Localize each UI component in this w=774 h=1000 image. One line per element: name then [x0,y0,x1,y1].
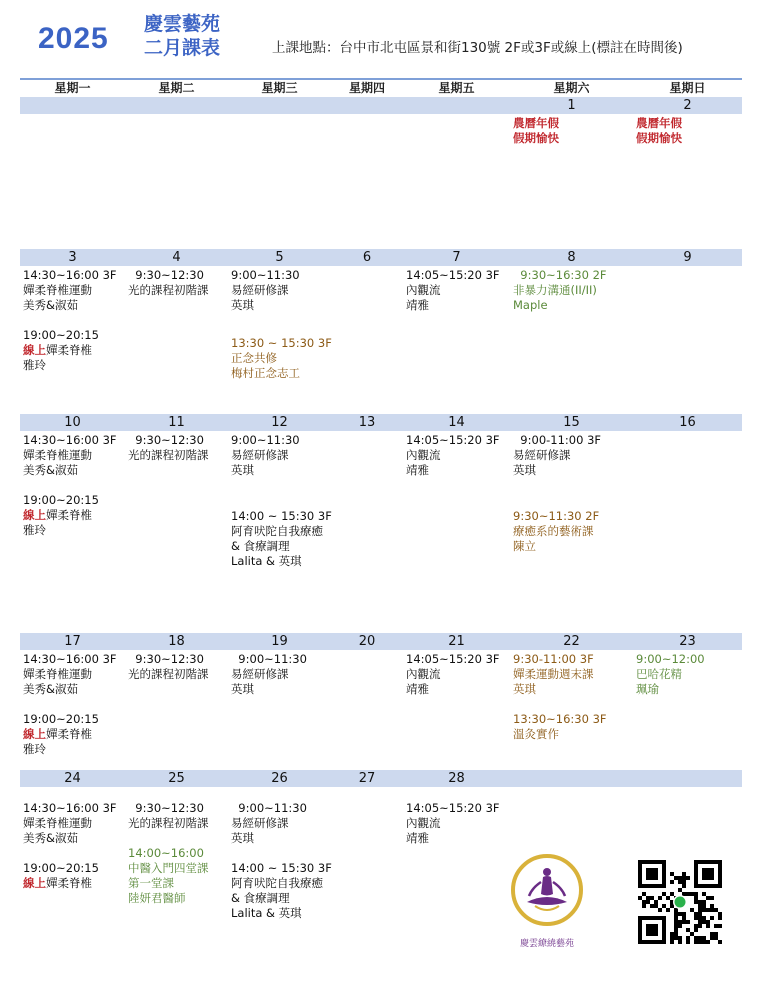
weekday-header: 星期日 [669,81,706,95]
day-cell[interactable] [510,431,633,633]
event-line: 9:30~16:30 2F [513,268,607,282]
course-event[interactable] [23,652,117,697]
event-line: 嬋柔脊椎運動 [23,283,92,297]
date-number [403,97,510,114]
course-event[interactable] [23,358,46,373]
weekday-header: 星期五 [438,81,475,95]
event-line: & 食療調理 [231,539,290,553]
course-event[interactable] [513,433,601,478]
date-number: 2 [683,98,692,113]
day-cell[interactable] [331,114,403,249]
date-number-row [20,97,742,114]
day-cell[interactable] [125,431,228,633]
event-line: 阿育吠陀自我療癒 [231,876,323,890]
event-line: 美秀&淑茹 [23,463,78,477]
day-cell[interactable] [510,114,633,249]
event-line: 美秀&淑茹 [23,682,78,696]
week-cells-row [20,787,742,962]
online-tag: 線上 [23,343,46,357]
course-event[interactable] [513,712,607,742]
course-event[interactable] [406,268,500,313]
event-line: 易經研修課 [231,667,289,681]
event-line: 嬋柔脊椎 [46,343,92,357]
event-line: 英琪 [513,682,536,696]
course-event[interactable] [23,328,99,343]
day-cell[interactable] [125,266,228,414]
event-line: 陸妍君醫師 [128,891,186,905]
event-line: 光的課程初階課 [128,667,209,681]
course-event[interactable] [23,343,92,358]
event-line: 9:00-11:00 3F [513,433,602,447]
course-event[interactable] [23,493,99,508]
event-line: 9:30~12:30 [128,433,204,447]
page-title [144,12,220,60]
course-event[interactable] [231,509,332,569]
event-line: 14:05~15:20 3F [406,268,500,282]
event-line: 嬋柔脊椎 [46,876,92,890]
date-number: 4 [172,250,181,265]
course-event[interactable] [406,652,500,697]
event-line: 易經研修課 [231,448,289,462]
event-line: 14:05~15:20 3F [406,433,500,447]
event-line: 靖雅 [406,682,429,696]
event-line: 19:00~20:15 [23,493,99,507]
course-event[interactable] [23,433,117,478]
course-event[interactable] [23,876,92,891]
event-line: 靖雅 [406,831,429,845]
date-number [331,97,403,114]
event-line: 9:00~11:30 [231,652,307,666]
date-number [633,770,742,787]
day-cell[interactable] [633,114,742,249]
day-cell[interactable] [228,114,331,249]
event-line: 14:30~16:00 3F [23,652,117,666]
event-line: 靖雅 [406,298,429,312]
course-event[interactable] [23,801,117,846]
event-line: 英琪 [513,463,536,477]
calendar-weeks [20,97,742,962]
event-line: 溫灸實作 [513,727,559,741]
day-cell[interactable] [403,114,510,249]
event-line: 雅玲 [23,523,46,537]
date-number [20,97,125,114]
event-line: 14:30~16:00 3F [23,801,117,815]
course-event[interactable] [513,652,594,697]
event-line: & 食療調理 [231,891,290,905]
event-line: 第一堂課 [128,876,174,890]
weekday-header-row [20,80,742,97]
online-tag: 線上 [23,508,46,522]
course-event[interactable] [128,846,209,906]
course-event[interactable] [406,433,500,478]
event-line: 9:00~12:00 [636,652,705,666]
qr-code-icon [638,860,722,944]
course-event[interactable] [636,116,682,146]
day-cell[interactable] [20,431,125,633]
date-number: 22 [563,634,580,649]
course-event[interactable] [23,523,46,538]
event-line: 14:05~15:20 3F [406,652,500,666]
weekday-header: 星期二 [158,81,195,95]
event-line: 假期愉快 [636,131,682,145]
day-cell[interactable] [20,266,125,414]
date-number: 27 [358,771,376,786]
date-number: 16 [679,415,696,430]
event-line: 正念共修 [231,351,277,365]
weekday-header: 星期三 [261,81,298,95]
event-line: 英琪 [231,682,254,696]
date-number: 24 [64,771,81,786]
event-line: 靖雅 [406,463,429,477]
week-cells-row [20,650,742,770]
event-line: 13:30~16:30 3F [513,712,607,726]
course-event[interactable] [231,861,332,921]
date-number: 21 [448,634,465,649]
event-line: 光的課程初階課 [128,448,209,462]
day-cell[interactable] [510,266,633,414]
date-number [125,97,228,114]
course-event[interactable] [23,742,46,757]
course-event[interactable] [23,712,99,727]
date-number-row [20,249,742,266]
event-line: 英琪 [231,463,254,477]
course-event[interactable] [23,508,92,523]
event-line: 14:30~16:00 3F [23,268,117,282]
course-event[interactable] [128,801,209,831]
week-cells-row [20,266,742,414]
event-line: 嬋柔脊椎運動 [23,667,92,681]
date-number: 18 [168,634,185,649]
day-cell[interactable] [20,114,125,249]
event-line: 19:00~20:15 [23,861,99,875]
location-text: 上課地點：台中市北屯區景和街130號 2F或3F或線上(標註在時間後) [272,40,683,56]
date-number [510,770,633,787]
event-line: 嬋柔運動週末課 [513,667,594,681]
date-number-row [20,633,742,650]
day-cell[interactable] [633,431,742,633]
day-cell[interactable] [20,787,125,962]
course-event[interactable] [231,652,307,697]
event-line: 農曆年假 [513,116,559,130]
event-line: 9:30~11:30 2F [513,509,600,523]
day-cell[interactable] [510,650,633,770]
event-line: 易經研修課 [513,448,571,462]
week-cells-row [20,431,742,633]
event-line: Lalita & 英琪 [231,906,302,920]
event-line: 巴哈花精 [636,667,682,681]
year-label: 2025 [38,22,109,55]
event-line: 非暴力溝通(II/II) [513,283,597,297]
course-event[interactable] [231,433,300,478]
date-number [228,97,331,114]
event-line: 9:00~11:30 [231,268,300,282]
event-line: Maple [513,298,548,312]
event-line: 易經研修課 [231,283,289,297]
event-line: 農曆年假 [636,116,682,130]
day-cell[interactable] [403,431,510,633]
online-tag: 線上 [23,727,46,741]
day-cell[interactable] [331,787,403,962]
course-event[interactable] [513,116,559,146]
date-number: 28 [448,771,465,786]
day-cell[interactable] [20,650,125,770]
date-number: 10 [64,415,81,430]
event-line: 中醫入門四堂課 [128,861,209,875]
course-event[interactable] [231,801,307,846]
day-cell[interactable] [403,787,510,962]
weekday-header: 星期六 [553,81,590,95]
date-number: 3 [68,250,77,265]
event-line: 9:00~11:30 [231,433,300,447]
course-event[interactable] [128,433,209,463]
course-event[interactable] [406,801,500,846]
event-line: 美秀&淑茹 [23,298,78,312]
course-event[interactable] [23,861,99,876]
event-line: 陳立 [513,539,536,553]
day-cell[interactable] [125,114,228,249]
event-line: 9:00~11:30 [231,801,307,815]
day-cell[interactable] [403,266,510,414]
event-line: 內觀流 [406,816,441,830]
event-line: 嬋柔脊椎 [46,508,92,522]
day-cell[interactable] [403,650,510,770]
event-line: 光的課程初階課 [128,816,209,830]
date-number: 19 [271,634,288,649]
event-line: 假期愉快 [513,131,559,145]
event-line: 美秀&淑茹 [23,831,78,845]
event-line: 嬋柔脊椎運動 [23,816,92,830]
day-cell[interactable] [228,431,331,633]
event-line: 光的課程初階課 [128,283,209,297]
course-event[interactable] [23,727,92,742]
date-number: 1 [567,98,576,113]
event-line: 9:30~12:30 [128,801,204,815]
event-line: 內觀流 [406,283,441,297]
course-event[interactable] [128,268,209,298]
day-cell[interactable] [228,266,331,414]
event-line: 14:30~16:00 3F [23,433,117,447]
date-number: 7 [452,250,461,265]
date-number-row [20,414,742,431]
date-number: 11 [168,415,185,430]
logo [505,848,589,958]
day-cell[interactable] [331,266,403,414]
event-line: 9:30~12:30 [128,268,204,282]
day-cell[interactable] [633,266,742,414]
event-line: 19:00~20:15 [23,328,99,342]
course-event[interactable] [128,652,209,682]
date-number: 25 [168,771,185,786]
date-number-row [20,770,742,787]
date-number: 13 [358,415,376,430]
course-event[interactable] [23,268,117,313]
title-line-1: 慶雲藝苑 [144,13,221,35]
day-cell[interactable] [125,650,228,770]
event-line: 阿育吠陀自我療癒 [231,524,323,538]
date-number: 12 [271,415,288,430]
event-line: 13:30 ~ 15:30 3F [231,336,332,350]
event-line: 英琪 [231,298,254,312]
event-line: 珮瑜 [636,682,659,696]
event-line: 雅玲 [23,358,46,372]
date-number: 5 [275,250,284,265]
date-number: 17 [64,634,81,649]
event-line: 療癒系的藝術課 [513,524,594,538]
event-line: 14:00 ~ 15:30 3F [231,861,332,875]
event-line: 易經研修課 [231,816,289,830]
event-line: 內觀流 [406,448,441,462]
course-event[interactable] [231,268,300,313]
date-number: 9 [683,250,692,265]
online-tag: 線上 [23,876,46,890]
event-line: 嬋柔脊椎 [46,727,92,741]
day-cell[interactable] [633,650,742,770]
event-line: 9:30-11:00 3F [513,652,594,666]
event-line: 14:00~16:00 [128,846,204,860]
course-event[interactable] [513,509,599,554]
weekday-header: 星期一 [54,81,91,95]
event-line: 14:05~15:20 3F [406,801,500,815]
title-line-2: 二月課表 [144,37,221,59]
event-line: 19:00~20:15 [23,712,99,726]
event-line: 嬋柔脊椎運動 [23,448,92,462]
event-line: 英琪 [231,831,254,845]
day-cell[interactable] [228,650,331,770]
day-cell[interactable] [331,650,403,770]
qr-code[interactable] [638,860,722,944]
event-line: 9:30~12:30 [128,652,204,666]
date-number: 8 [567,250,576,265]
date-number: 14 [448,415,465,430]
event-line: Lalita & 英琪 [231,554,302,568]
course-event[interactable] [231,336,332,381]
date-number: 15 [563,415,580,430]
logo-caption: 慶雲繚繞藝苑 [519,939,574,949]
date-number: 20 [358,634,376,649]
day-cell[interactable] [125,787,228,962]
event-line: 梅村正念志工 [231,366,300,380]
date-number: 23 [679,634,696,649]
date-number: 6 [362,250,372,265]
course-event[interactable] [636,652,705,697]
course-event[interactable] [513,268,607,313]
calendar-grid [20,80,742,962]
event-line: 內觀流 [406,667,441,681]
weekday-header: 星期四 [348,81,385,95]
date-number: 26 [271,771,288,786]
day-cell[interactable] [228,787,331,962]
week-cells-row [20,114,742,249]
event-line: 14:00 ~ 15:30 3F [231,509,332,523]
event-line: 雅玲 [23,742,46,756]
day-cell[interactable] [331,431,403,633]
